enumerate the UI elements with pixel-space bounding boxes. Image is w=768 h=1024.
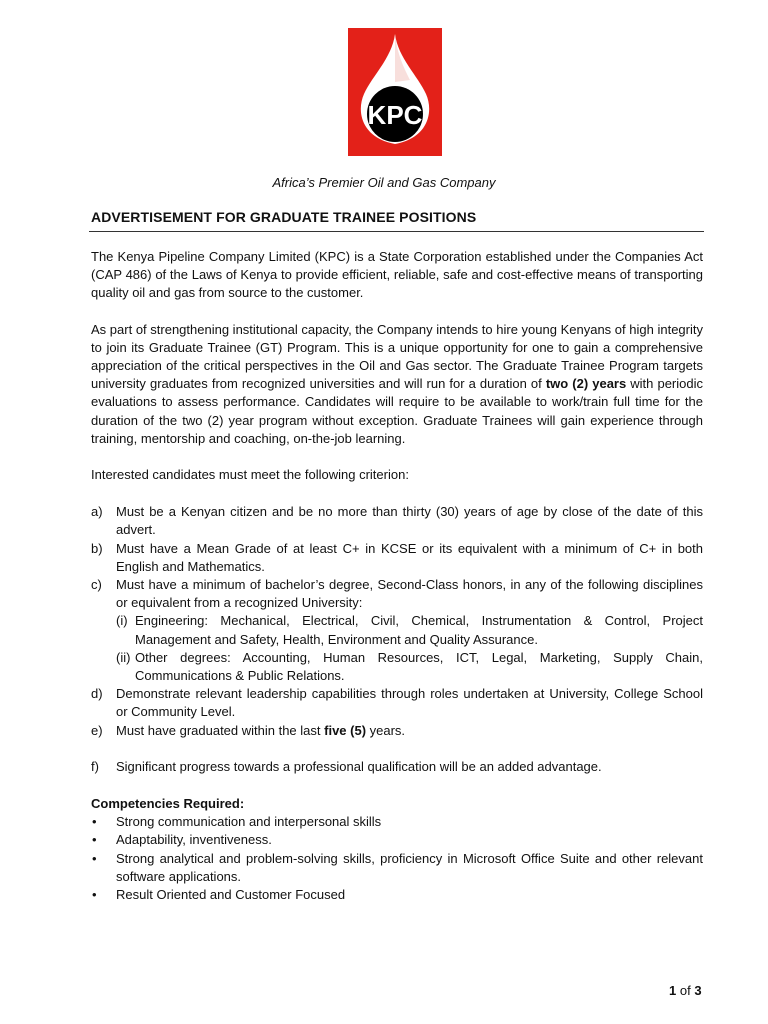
competency-item: • Strong communication and interpersonal skills xyxy=(91,813,703,831)
criterion-text: Must have a Mean Grade of at least C+ in KCSE or its equivalent with a minimum of C+ in both English and Mathematics. xyxy=(116,540,703,574)
subcriterion-engineering xyxy=(116,612,703,648)
criterion-text: Demonstrate relevant leadership capabilities through roles undertaken at University, College School or Community Level. xyxy=(116,686,703,720)
criterion-text: Significant progress towards a professional qualification will be an added advantage. xyxy=(116,758,602,774)
criterion-e xyxy=(91,722,703,740)
degree-sublist xyxy=(116,612,703,685)
criteria-list xyxy=(91,503,703,776)
criteria-intro: Interested candidates must meet the following criterion: xyxy=(91,467,409,483)
page-current: 1 xyxy=(669,983,677,998)
page-sep: of xyxy=(676,983,695,998)
criterion-marker: d) xyxy=(91,686,103,702)
logo-text: KPC xyxy=(367,100,423,130)
page-number xyxy=(669,983,702,998)
criterion-text-start: Must have graduated within the last xyxy=(116,722,325,738)
criterion-text: Must have a minimum of bachelor’s degree, Second-Class honors, in any of the following disciplines or equivalent from a recognized University: xyxy=(116,577,703,611)
competency-item: • Strong analytical and problem-solving skills, proficiency in Microsoft Office Suite and other relevant software applications. xyxy=(91,850,703,886)
page-total: 3 xyxy=(694,983,702,998)
criterion-marker: a) xyxy=(91,504,103,520)
subcriterion-text: Other degrees: Accounting, Human Resources, ICT, Legal, Marketing, Supply Chain, Communications & Public Relations. xyxy=(135,649,703,684)
competency-item: • Result Oriented and Customer Focused xyxy=(91,886,703,904)
kpc-logo-graphic xyxy=(348,28,442,156)
tagline: Africa’s Premier Oil and Gas Company xyxy=(272,175,496,190)
document-body xyxy=(91,248,703,904)
criterion-text: Must be a Kenyan citizen and be no more than thirty (30) years of age by close of the date of this advert. xyxy=(116,504,703,538)
criterion-f xyxy=(91,758,703,776)
criterion-marker: f) xyxy=(91,758,99,774)
kpc-logo xyxy=(348,28,442,156)
criterion-a xyxy=(91,503,703,539)
criterion-marker: e) xyxy=(91,722,103,738)
criterion-b xyxy=(91,540,703,576)
page-title: ADVERTISEMENT FOR GRADUATE TRAINEE POSITIONS xyxy=(91,209,477,225)
program-text-end: with periodic evaluations to assess performance. Candidates will require to be available to work/train full time for the duration of the two (2) year program without exception. Graduate Trainees will gain experience through training, mentorship and coaching, on-the-job learning. xyxy=(91,376,703,446)
criterion-text-end: years. xyxy=(366,722,406,738)
subcriterion-marker: (i) xyxy=(116,613,128,629)
title-underline xyxy=(89,231,704,232)
program-paragraph xyxy=(91,321,703,448)
competencies-list xyxy=(91,813,703,904)
criterion-years: five (5) xyxy=(324,722,367,738)
subcriterion-marker: (ii) xyxy=(116,649,131,665)
intro-paragraph: The Kenya Pipeline Company Limited (KPC) is a State Corporation established under the Companies Act (CAP 486) of the Laws of Kenya to provide efficient, reliable, safe and cost-effective means of transporting quality oil and gas from source to the customer. xyxy=(91,249,703,301)
criterion-d xyxy=(91,685,703,721)
subcriterion-other-degrees xyxy=(116,649,703,685)
program-duration: two (2) years xyxy=(545,376,627,392)
competencies-heading: Competencies Required: xyxy=(91,796,245,812)
criterion-marker: b) xyxy=(91,540,103,556)
subcriterion-text: Engineering: Mechanical, Electrical, Civil, Chemical, Instrumentation & Control, Project Management and Safety, Health, Environment and Quality Assurance. xyxy=(135,613,703,647)
program-text-start: As part of strengthening institutional capacity, the Company intends to hire young Kenyans of high integrity to join its Graduate Trainee (GT) Program. This is a unique opportunity for one to gain a comprehensive appreciation of the critical perspectives in the Oil and Gas sector. The Graduate Trainee Program targets university graduates from recognized universities and will run for a duration of xyxy=(91,321,703,392)
criterion-marker: c) xyxy=(91,577,102,593)
competency-item: • Adaptability, inventiveness. xyxy=(91,831,703,849)
criterion-c xyxy=(91,576,703,685)
